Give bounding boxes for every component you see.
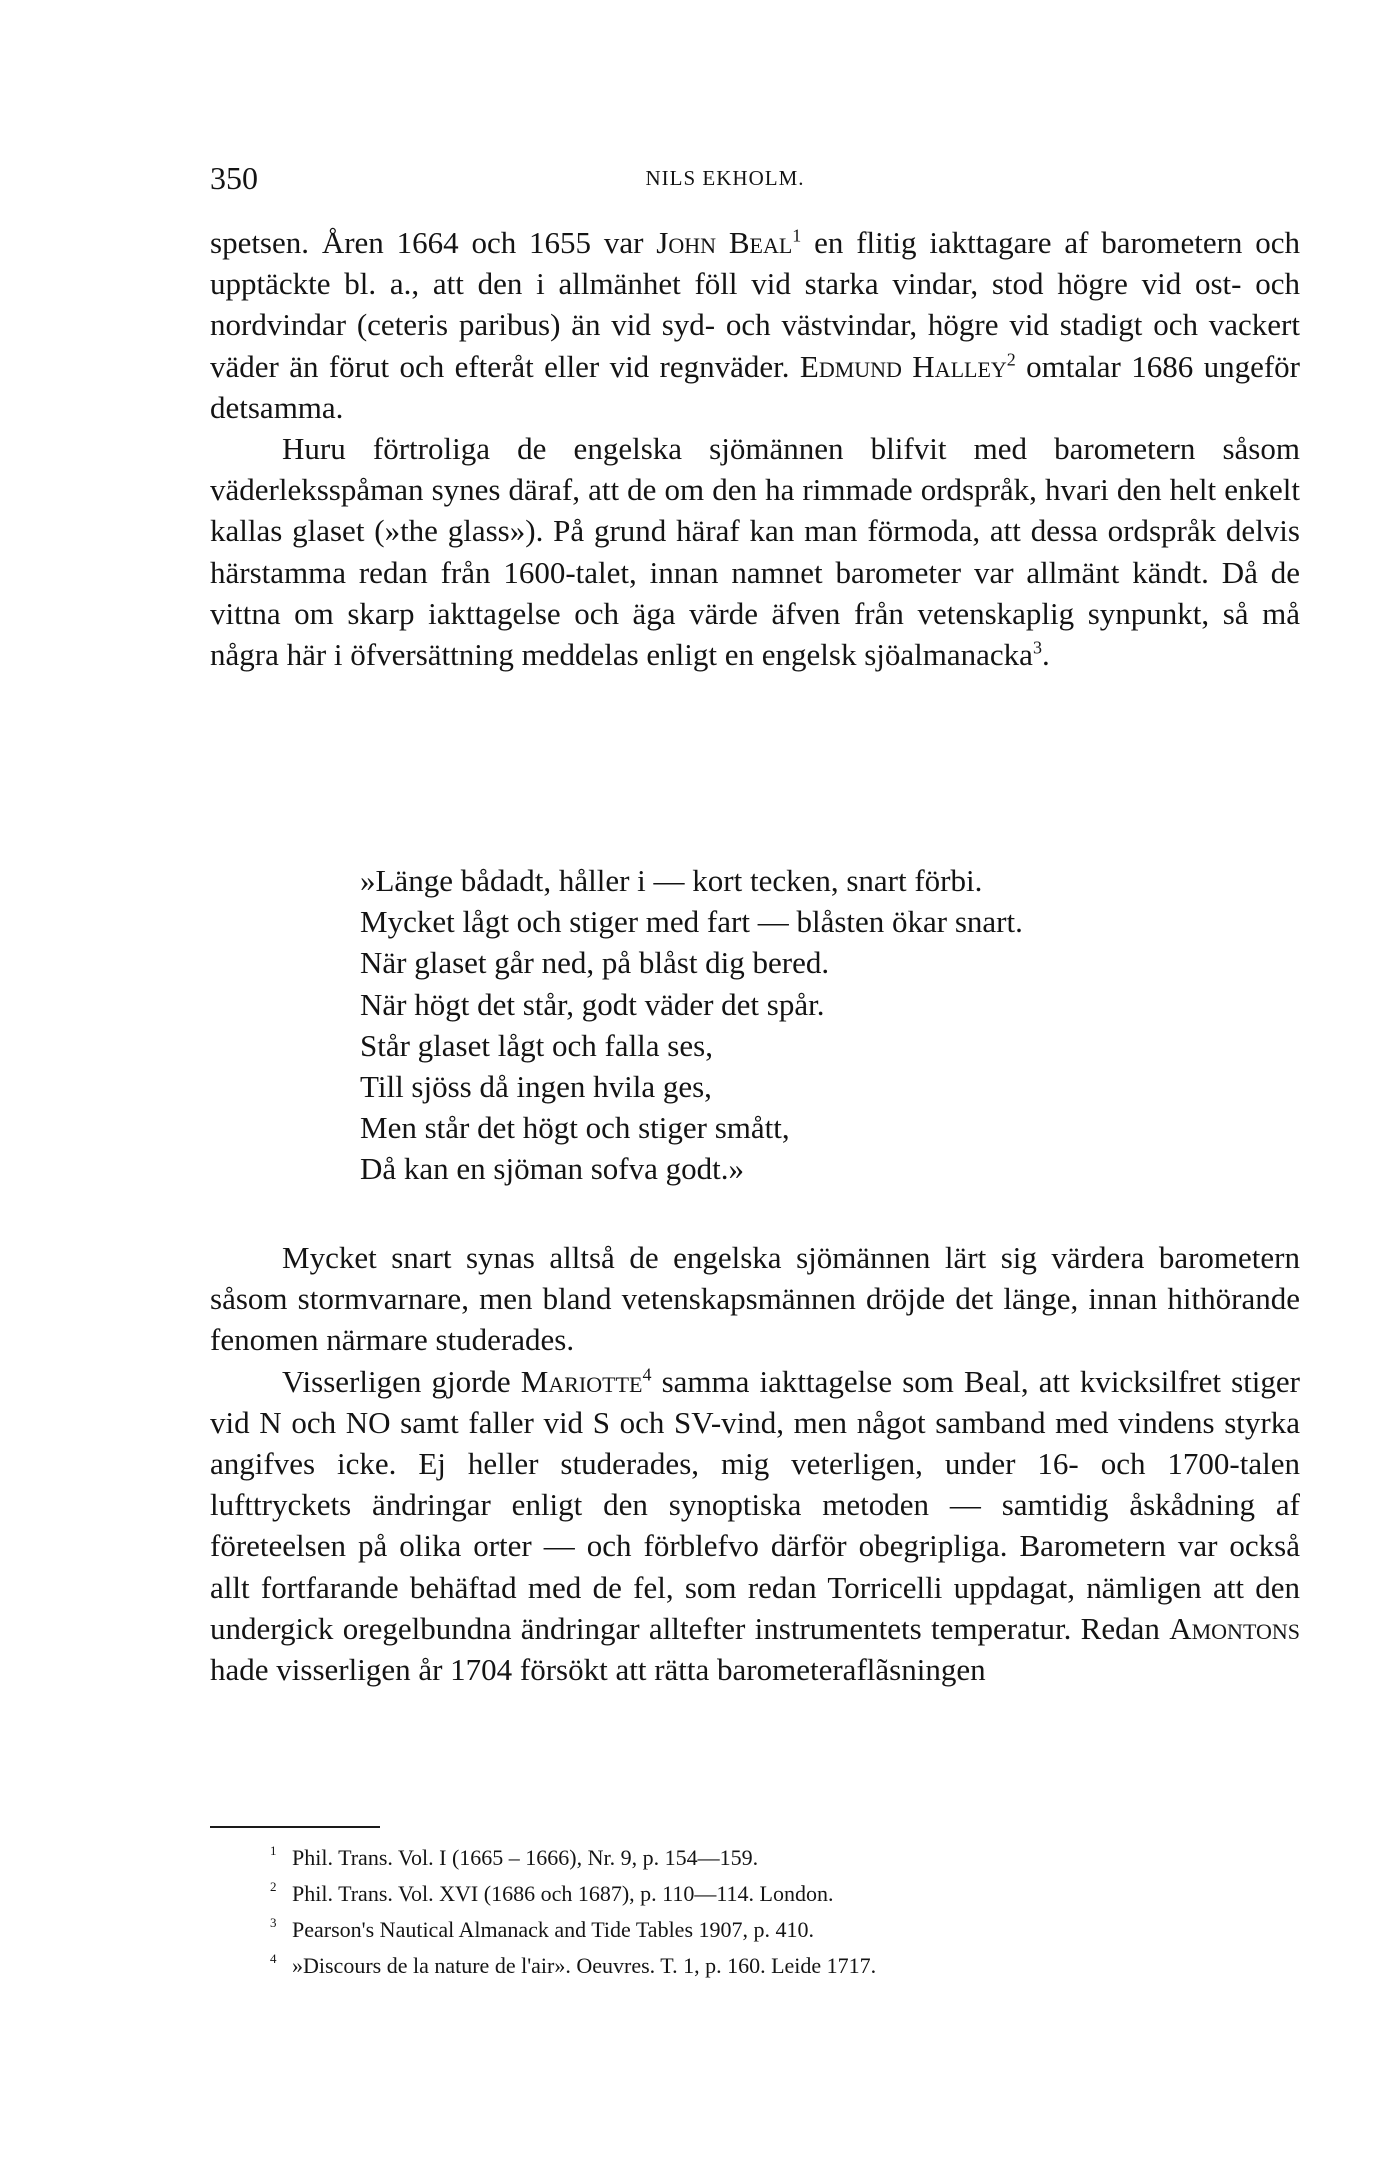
text-run: samma iakttagelse som Beal, att kvicksilfret stiger vid N och NO samt faller vid S och SV-vind, men något samband med vindens styrka angifves icke. Ej heller studerades, mig veterligen, under 16- och 1700-talen lufttryckets ändringar enligt den synoptiska metoden — samtidig åskådning af företeelsen på olika orter — och förblefvo därför obegripliga. Barometern var också allt fortfarande behäftad med de fel, som redan Torricelli uppdagat, nämligen att den undergick oregelbundna ändringar alltefter instrumentets temperatur. Redan	[210, 1363, 1300, 1646]
footnote-text: Phil. Trans. Vol. I (1665 – 1666), Nr. 9, p. 154—159.	[292, 1845, 759, 1870]
footnote-1	[270, 1840, 1300, 1876]
page-number: 350	[210, 160, 258, 196]
page-header	[210, 160, 1300, 200]
paragraph-1	[210, 222, 1300, 428]
footnotes	[270, 1840, 1300, 1984]
verse-line: När högt det står, godt väder det spår.	[360, 986, 825, 1022]
text-run: .	[1041, 637, 1050, 673]
footnote-mark: 3	[270, 1915, 277, 1930]
footnote-4	[270, 1948, 1300, 1984]
footnote-ref-4: 4	[642, 1364, 652, 1385]
verse-line: Men står det högt och stiger smått,	[360, 1110, 790, 1146]
verse-line: »Länge bådadt, håller i — kort tecken, snart förbi.	[360, 863, 983, 898]
text-run: Huru förtroliga de engelska sjömännen blifvit med barometern såsom väderleksspåman synes däraf, att de om den ha rimmade ordspråk, hvari den helt enkelt kallas glaset (»the glass»). På grund häraf kan man förmoda, att dessa ordspråk delvis härstamma redan från 1600-talet, innan namnet barometer var allmänt kändt. Då de vittna om skarp iakttagelse och äga värde äfven från vetenskaplig synpunkt, så må några här i öfversättning meddelas enligt en engelsk sjöalmanacka	[210, 431, 1300, 673]
author-name-beal: John Beal	[656, 225, 793, 260]
footnote-ref-1: 1	[792, 225, 802, 246]
text-run: omtalar 1686 ungeför detsamma.	[210, 348, 1300, 425]
footnote-text: »Discours de la nature de l'air». Oeuvres. T. 1, p. 160. Leide 1717.	[292, 1953, 877, 1978]
main-text-lower	[210, 1237, 1300, 1690]
paragraph-4	[210, 1361, 1300, 1691]
footnote-mark: 1	[270, 1843, 277, 1858]
footnote-text: Phil. Trans. Vol. XVI (1686 och 1687), p. 110—114. London.	[292, 1881, 834, 1906]
footnote-2	[270, 1876, 1300, 1912]
verse-line: När glaset går ned, på blåst dig bered.	[360, 945, 830, 981]
paragraph-2	[210, 428, 1300, 675]
paragraph-3: Mycket snart synas alltså de engelska sjömännen lärt sig värdera barometern såsom stormvarnare, men bland vetenskapsmännen dröjde det länge, innan hithörande fenomen närmare studerades.	[210, 1240, 1300, 1358]
footnote-3	[270, 1912, 1300, 1948]
verse-line: Mycket lågt och stiger med fart — blåsten ökar snart.	[360, 904, 1023, 940]
author-name-mariotte: Mariotte	[520, 1363, 643, 1399]
footnote-divider	[210, 1826, 380, 1828]
verse-quotation	[360, 860, 1300, 1190]
text-run: spetsen. Åren 1664 och 1655 var	[210, 225, 657, 260]
footnote-mark: 2	[270, 1879, 277, 1894]
text-run: en flitig iakttagare af barometern och upptäckte bl. a., att den i allmänhet föll vid starka vindar, stod högre vid ost- och nordvindar (ceteris paribus) än vid syd- och västvindar, högre vid stadigt och vackert väder än förut och efteråt eller vid regnväder.	[210, 225, 1300, 384]
text-run: Visserligen gjorde	[282, 1363, 521, 1399]
verse-line: Står glaset lågt och falla ses,	[360, 1027, 713, 1063]
running-title: NILS EKHOLM.	[645, 166, 805, 190]
text-run: hade visserligen år 1704 försökt att rätta barometeraflãsningen	[210, 1652, 986, 1688]
author-name-amontons: Amontons	[1169, 1610, 1300, 1646]
footnote-ref-2: 2	[1006, 349, 1016, 370]
footnote-text: Pearson's Nautical Almanack and Tide Tables 1907, p. 410.	[292, 1917, 815, 1942]
footnote-ref-3: 3	[1032, 637, 1042, 658]
footnote-mark: 4	[270, 1951, 277, 1966]
main-text-upper	[210, 222, 1300, 675]
author-name-halley: Edmund Halley	[799, 348, 1007, 384]
verse-line: Då kan en sjöman sofva godt.»	[360, 1151, 744, 1187]
verse-line: Till sjöss då ingen hvila ges,	[360, 1069, 712, 1105]
